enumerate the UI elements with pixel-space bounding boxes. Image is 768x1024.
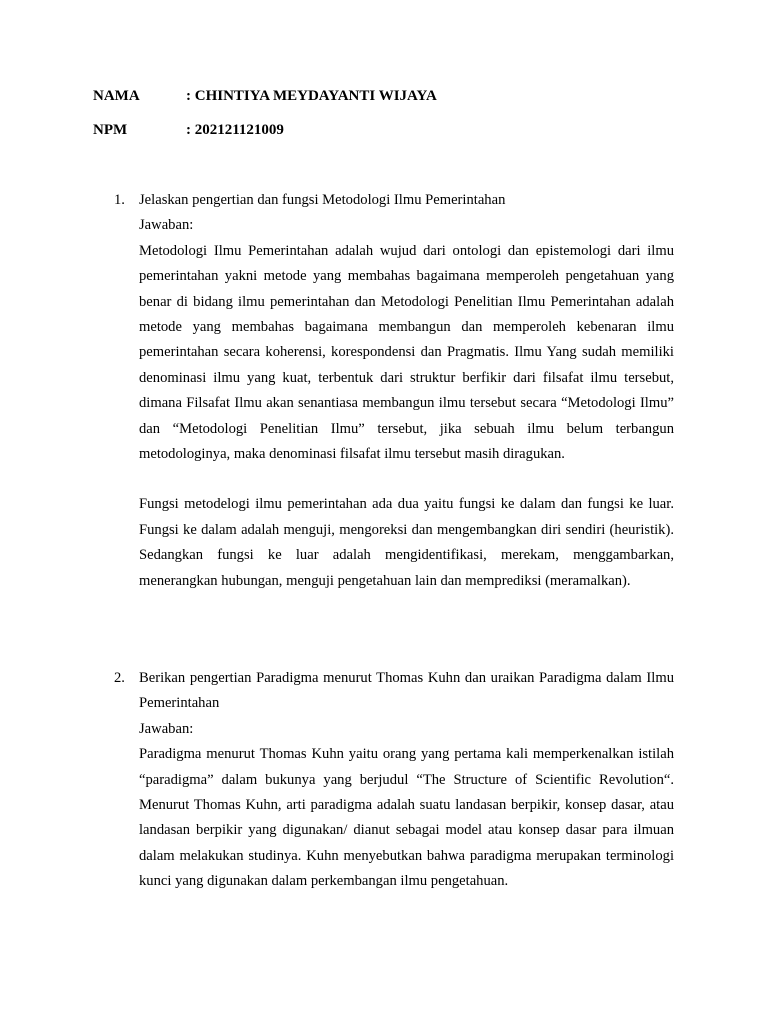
npm-row bbox=[93, 121, 284, 139]
npm-label: NPM bbox=[93, 122, 128, 138]
name-row bbox=[93, 87, 437, 105]
question-text: Jelaskan pengertian dan fungsi Metodologi Ilmu Pemerintahan bbox=[139, 192, 506, 208]
question-2 bbox=[114, 666, 674, 895]
answer-paragraph: Fungsi metodelogi ilmu pemerintahan ada dua yaitu fungsi ke dalam dan fungsi ke luar. Fungsi ke dalam adalah menguji, mengoreksi dan mengembangkan diri sendiri (heuristik). Sedangkan fungsi ke luar adalah mengidentifikasi, merekam, menggambarkan, menerangkan hubungan, menguji pengetahuan lain dan memprediksi (meramalkan). bbox=[139, 496, 674, 589]
answer-paragraph: Paradigma menurut Thomas Kuhn yaitu orang yang pertama kali memperkenalkan istilah “paradigma” dalam bukunya yang berjudul “The Structure of Scientific Revolution“. Menurut Thomas Kuhn, arti paradigma adalah suatu landasan berpikir, konsep dasar, atau landasan berpikir yang digunakan/ dianut sebagai model atau konsep dasar para ilmuan dalam melakukan studinya. Kuhn menyebutkan bahwa paradigma merupakan terminologi kunci yang digunakan dalam perkembangan ilmu pengetahuan. bbox=[139, 746, 674, 890]
answer-paragraph: Metodologi Ilmu Pemerintahan adalah wujud dari ontologi dan epistemologi dari ilmu pemerintahan yakni metode yang membahas bagaimana memperoleh pengetahuan yang benar di bidang ilmu pemerintahan dan Metodologi Penelitian Ilmu Pemerintahan adalah metode yang membahas bagaimana membangun dan memperoleh kebenaran ilmu pemerintahan secara koherensi, korespondensi dan Pragmatis. Ilmu Yang sudah memiliki denominasi ilmu yang kuat, terbentuk dari struktur berfikir dari filsafat ilmu tersebut, dimana Filsafat Ilmu akan senantiasa membangun ilmu tersebut secara “Metodologi Ilmu” dan “Metodologi Penelitian Ilmu” tersebut, jika sebuah ilmu belum terbangun metodologinya, maka denominasi filsafat ilmu tersebut masih diragukan. bbox=[139, 242, 674, 463]
question-1 bbox=[114, 188, 674, 594]
question-number: 1. bbox=[114, 192, 125, 208]
answer-label: Jawaban: bbox=[139, 217, 194, 234]
question-text: Berikan pengertian Paradigma menurut Thomas Kuhn dan uraikan Paradigma dalam Ilmu Pemerintahan bbox=[139, 670, 674, 712]
name-label: NAMA bbox=[93, 88, 140, 104]
name-value: : CHINTIYA MEYDAYANTI WIJAYA bbox=[186, 88, 437, 104]
npm-value: : 202121121009 bbox=[186, 122, 284, 138]
answer-label: Jawaban: bbox=[139, 720, 194, 737]
question-number: 2. bbox=[114, 670, 125, 686]
